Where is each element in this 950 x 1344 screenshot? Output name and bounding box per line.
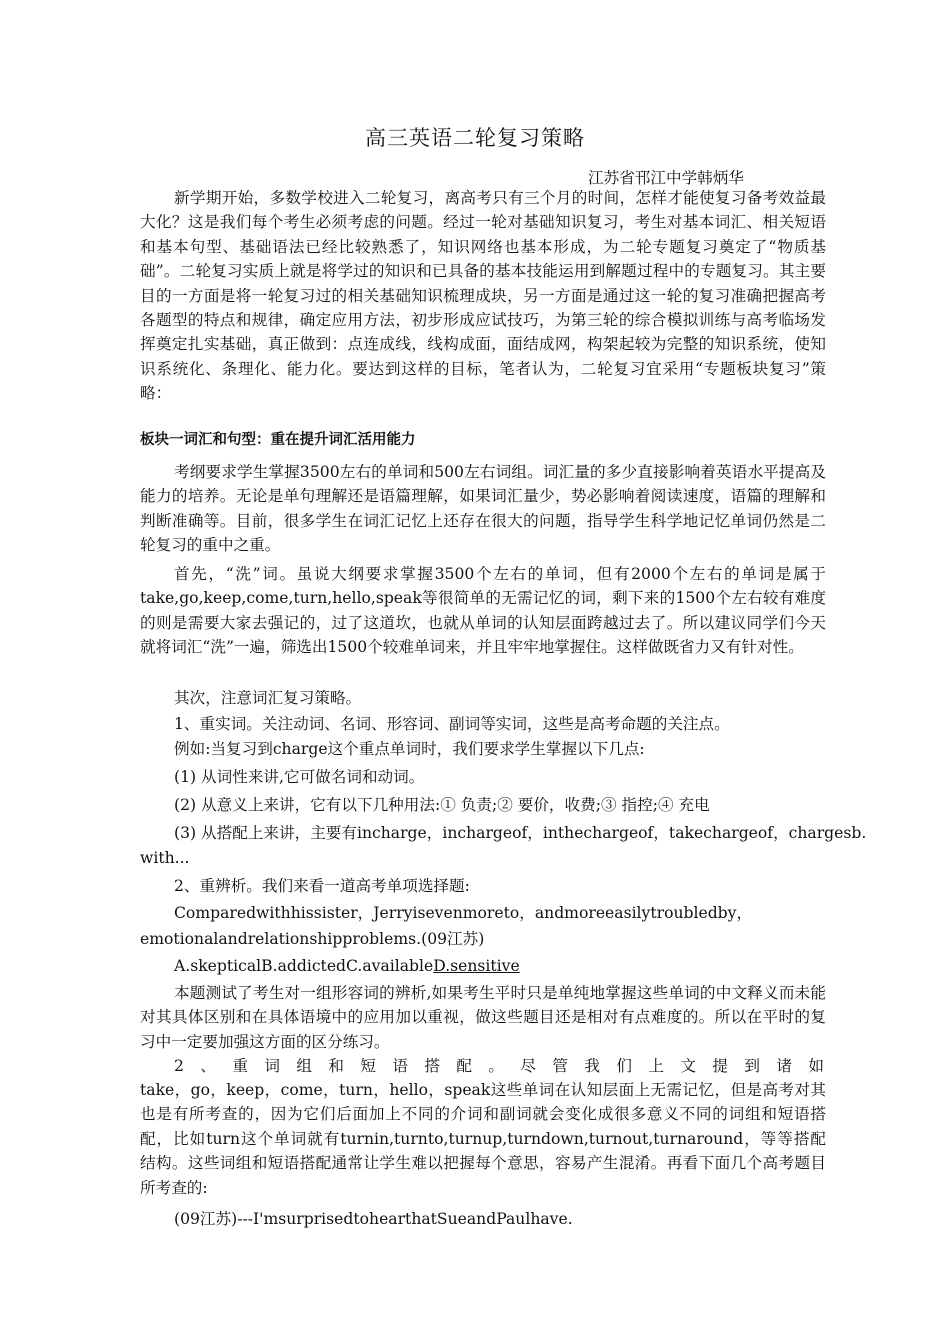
point3-first-line: 2、重词组和短语搭配。尽管我们上文提到诸如 — [174, 1057, 826, 1075]
intro-paragraph: 新学期开始，多数学校进入二轮复习，离高考只有三个月的时间，怎样才能使复习备考效益最大化？这是我们每个考生必须考虑的问题。经过一轮对基础知识复习，考生对基本词汇、相关短语和基本句型、基础语法已经比较熟悉了，知识网络也基本形成，为二轮专题复习奠定了“物质基础”。二轮复习实质上就是将学过的知识和已具备的基本技能运用到解题过程中的专题复习。其主要目的一方面是将一轮复习过的相关基础知识梳理成块，另一方面是通过这一轮的复习准确把握高考各题型的特点和规律，确定应用方法，初步形成应试技巧，为第三轮的综合模拟训练与高考临场发挥奠定扎实基础，真正做到：点连成线，线构成面，面结成网，构架起较为完整的知识系统，使知识系统化、条理化、能力化。要达到这样的目标，笔者认为，二轮复习宜采用“专题板块复习”策略： — [140, 189, 826, 403]
point2-line: 2、重辨析。我们来看一道高考单项选择题: — [174, 877, 470, 895]
author-line: 江苏省邗江中学韩炳华 — [588, 169, 744, 187]
list-item-2: (2) 从意义上来讲，它有以下几种用法:① 负责;② 要价，收费;③ 指控;④ 充电 — [174, 796, 710, 814]
example-line: 例如:当复习到charge这个重点单词时，我们要求学生掌握以下几点: — [174, 740, 645, 758]
list-item-3-continued: with... — [140, 849, 190, 867]
last-line: (09江苏)---I'msurprisedtohearthatSueandPaulhave. — [174, 1210, 573, 1228]
point1-line: 1、重实词。关注动词、名词、形容词、副词等实词，这些是高考命题的关注点。 — [174, 715, 730, 733]
vocab-paragraph: 考纲要求学生掌握3500左右的单词和500左右词组。词汇量的多少直接影响着英语水平提高及能力的培养。无论是单句理解还是语篇理解，如果词汇量少，势必影响着阅读速度，语篇的理解和判断准确等。目前，很多学生在词汇记忆上还存在很大的问题，指导学生科学地记忆单词仍然是二轮复习的重中之重。 — [140, 463, 826, 555]
list-item-3: (3) 从搭配上来讲，主要有incharge，inchargeof，inthechargeof，takechargeof，chargesb. — [174, 824, 867, 842]
section-heading: 板块一词汇和句型：重在提升词汇活用能力 — [140, 432, 416, 448]
analysis-paragraph: 本题测试了考生对一组形容词的辨析,如果考生平时只是单纯地掌握这些单词的中文释义而未能对其具体区别和在具体语境中的应用加以重视，做这些题目还是相对有点难度的。所以在平时的复习中一定要加强这方面的区分练习。 — [140, 984, 826, 1051]
question-line-1: Comparedwithhissister，Jerryisevenmoreto，andmoreeasilytroubledby， — [174, 904, 753, 922]
list-item-1: (1) 从词性来讲,它可做名词和动词。 — [174, 768, 425, 786]
options-plain: A.skepticalB.addictedC.available — [174, 957, 434, 975]
question-line-2: emotionalandrelationshipproblems.(09江苏) — [140, 930, 485, 948]
wash-paragraph: 首先，“洗”词。虽说大纲要求掌握3500个左右的单词，但有2000个左右的单词是属于take,go,keep,come,turn,hello,speak等很简单的无需记忆的词，剩下来的1500个左右较有难度的则是需要大家去强记的，过了这道坎，也就从单词的认知层面跨越过去了。所以建议同学们今天就将词汇“洗”一遍，筛选出1500个较难单词来，并且牢牢地掌握住。这样做既省力又有针对性。 — [140, 565, 826, 657]
answer-options — [174, 954, 520, 978]
point3-paragraph: take，go，keep，come，turn，hello，speak这些单词在认知层面上无需记忆，但是高考对其也是有所考查的，因为它们后面加上不同的介词和副词就会变化成很多意义不同的词组和短语搭配，比如turn这个单词就有turnin,turnto,turnup,turndown,turnout,turnaround，等等搭配结构。这些词组和短语搭配通常让学生难以把握每个意思，容易产生混淆。再看下面几个高考题目所考查的: — [140, 1081, 826, 1197]
answer-option-d: D.sensitive — [433, 957, 520, 975]
document-title: 高三英语二轮复习策略 — [365, 126, 585, 150]
strategy-line: 其次，注意词汇复习策略。 — [174, 689, 362, 707]
